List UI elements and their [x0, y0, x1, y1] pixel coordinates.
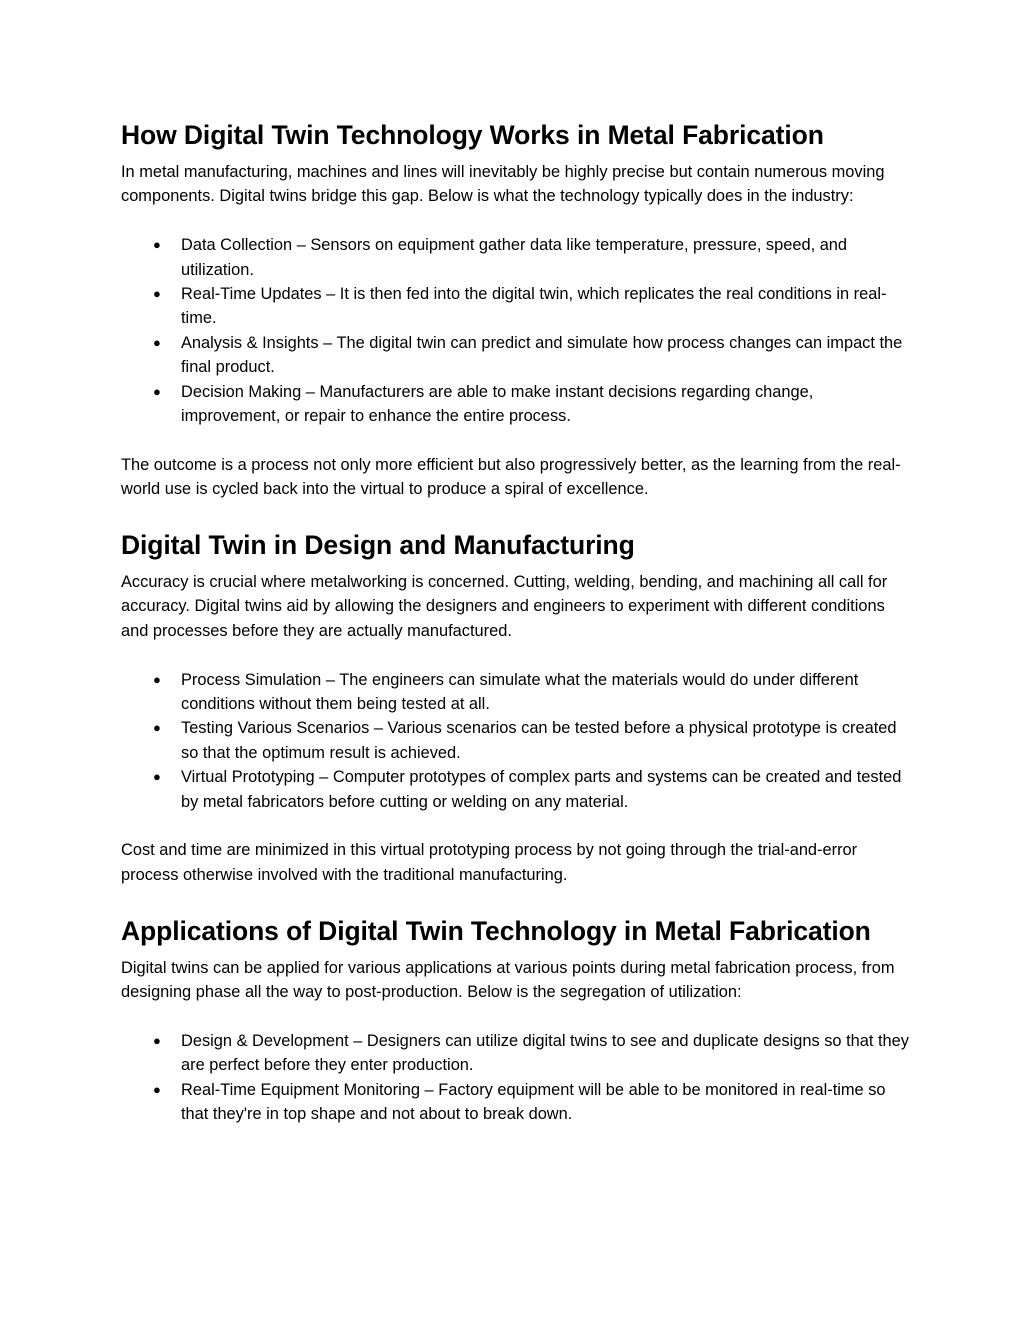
list-item-text: Process Simulation – The engineers can simulate what the materials would do under different conditions without them being tested at all.	[181, 670, 859, 714]
section-intro-paragraph: In metal manufacturing, machines and lines will inevitably be highly precise but contain numerous moving components. Digital twins bridge this gap. Below is what the technology typically does in the industry:	[121, 163, 885, 206]
bullet-icon: ●	[153, 769, 161, 785]
bullet-list	[121, 668, 911, 814]
bullet-icon: ●	[153, 671, 161, 687]
list-item	[121, 331, 911, 380]
list-item-text: Real-Time Updates – It is then fed into the digital twin, which replicates the real conditions in real-time.	[181, 285, 887, 328]
list-item	[121, 668, 911, 717]
section-heading: Applications of Digital Twin Technology in Metal Fabrication	[121, 915, 871, 946]
bullet-icon: ●	[153, 383, 161, 399]
list-item-text: Analysis & Insights – The digital twin can predict and simulate how process changes can impact the final product.	[181, 333, 903, 377]
section-outro-paragraph: Cost and time are minimized in this virtual prototyping process by not going through the trial-and-error process otherwise involved with the traditional manufacturing.	[121, 841, 858, 884]
section-heading: How Digital Twin Technology Works in Metal Fabrication	[121, 120, 824, 150]
bullet-icon: ●	[153, 1032, 161, 1048]
list-item	[121, 1029, 911, 1078]
section-intro-paragraph: Accuracy is crucial where metalworking is concerned. Cutting, welding, bending, and machining all call for accuracy. Digital twins aid by allowing the designers and engineers to experiment with different conditions and processes before they are actually manufactured.	[121, 573, 888, 640]
section-intro-paragraph: Digital twins can be applied for various applications at various points during metal fabrication process, from designing phase all the way to post-production. Below is the segregation of utilization:	[121, 958, 895, 1002]
bullet-icon: ●	[153, 334, 161, 350]
list-item	[121, 233, 911, 282]
list-item-text: Testing Various Scenarios – Various scenarios can be tested before a physical prototype is created so that the optimum result is achieved.	[181, 719, 897, 762]
bullet-icon: ●	[153, 720, 161, 736]
list-item	[121, 380, 911, 429]
section-how-it-works	[121, 116, 911, 502]
list-item	[121, 716, 911, 765]
list-item-text: Data Collection – Sensors on equipment gather data like temperature, pressure, speed, and utilization.	[181, 236, 848, 279]
bullet-icon: ●	[153, 237, 161, 253]
list-item	[121, 282, 911, 331]
bullet-list	[121, 1029, 911, 1127]
list-item-text: Virtual Prototyping – Computer prototypes of complex parts and systems can be created and tested by metal fabricators before cutting or welding on any material.	[181, 768, 902, 811]
bullet-list	[121, 233, 911, 428]
list-item	[121, 765, 911, 814]
section-design-manufacturing	[121, 526, 911, 887]
section-heading: Digital Twin in Design and Manufacturing	[121, 530, 635, 561]
list-item-text: Real-Time Equipment Monitoring – Factory equipment will be able to be monitored in real-time so that they're in top shape and not about to break down.	[181, 1080, 886, 1124]
bullet-icon: ●	[153, 286, 161, 302]
document-page	[121, 116, 911, 1151]
section-applications	[121, 912, 911, 1127]
bullet-icon: ●	[153, 1081, 161, 1097]
list-item	[121, 1078, 911, 1127]
section-outro-paragraph: The outcome is a process not only more efficient but also progressively better, as the learning from the real-world use is cycled back into the virtual to produce a spiral of excellence.	[121, 455, 901, 499]
list-item-text: Decision Making – Manufacturers are able to make instant decisions regarding change, improvement, or repair to enhance the entire process.	[181, 382, 814, 426]
list-item-text: Design & Development – Designers can utilize digital twins to see and duplicate designs so that they are perfect before they enter production.	[181, 1031, 909, 1075]
